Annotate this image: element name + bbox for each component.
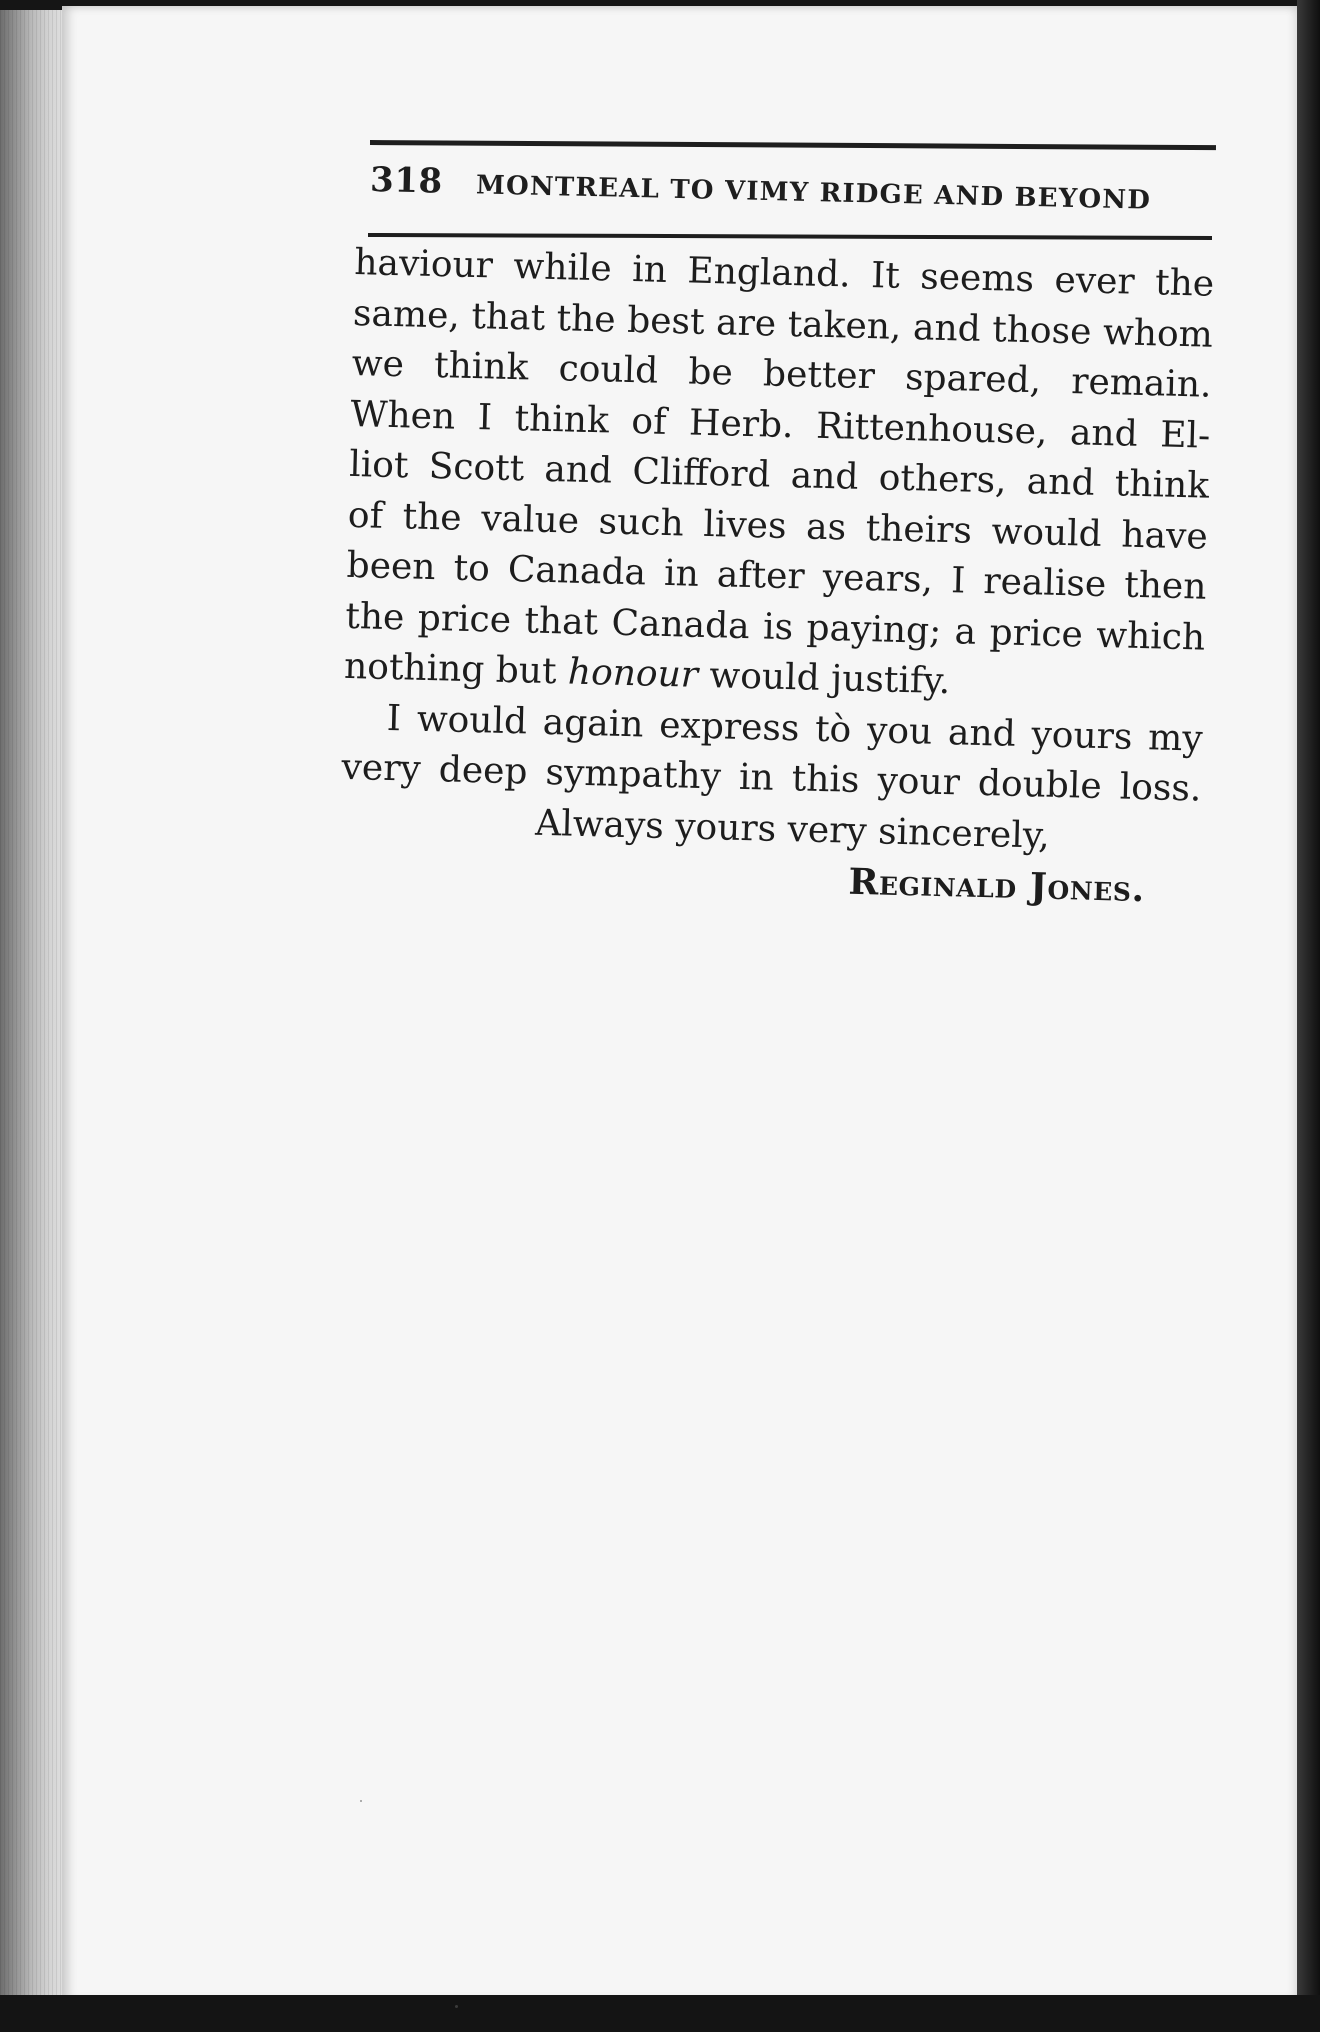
text-line: same, that the best are taken, and those whom [352,292,1214,356]
text-line: of the value such lives as theirs would have [347,494,1209,558]
book-title: MONTREAL TO VIMY RIDGE AND BEYOND [475,170,1152,216]
text-line: we think could be better spared, remain. [351,342,1213,406]
text-line: I would again express tò you and yours my [386,697,1204,760]
text-line: very deep sympathy in this your double loss. [341,746,1202,810]
paper-speck [455,2005,458,2008]
letter-body [338,238,1214,916]
text-line: haviour while in England. It seems ever the [353,241,1215,305]
book-cover-shadow [1297,0,1320,2032]
text-fragment: would justify. [697,654,951,703]
emphasized-word: honour [567,651,699,696]
letter-signature: Reginald Jones. [847,860,1146,911]
text-fragment: nothing but [343,645,569,693]
text-line: When I think of Herb. Rittenhouse, and El- [350,393,1211,457]
page-number: 318 [369,160,444,202]
letter-closing: Always yours very sincerely, [534,802,1051,857]
paper-speck [360,1800,362,1802]
bottom-shadow [0,1995,1320,2032]
text-line: been to Canada in after years, I realise then [346,544,1207,608]
text-line: liot Scott and Clifford and others, and think [348,443,1210,507]
text-line: the price that Canada is paying; a price which [344,595,1206,659]
book-page-edges [0,10,70,2000]
